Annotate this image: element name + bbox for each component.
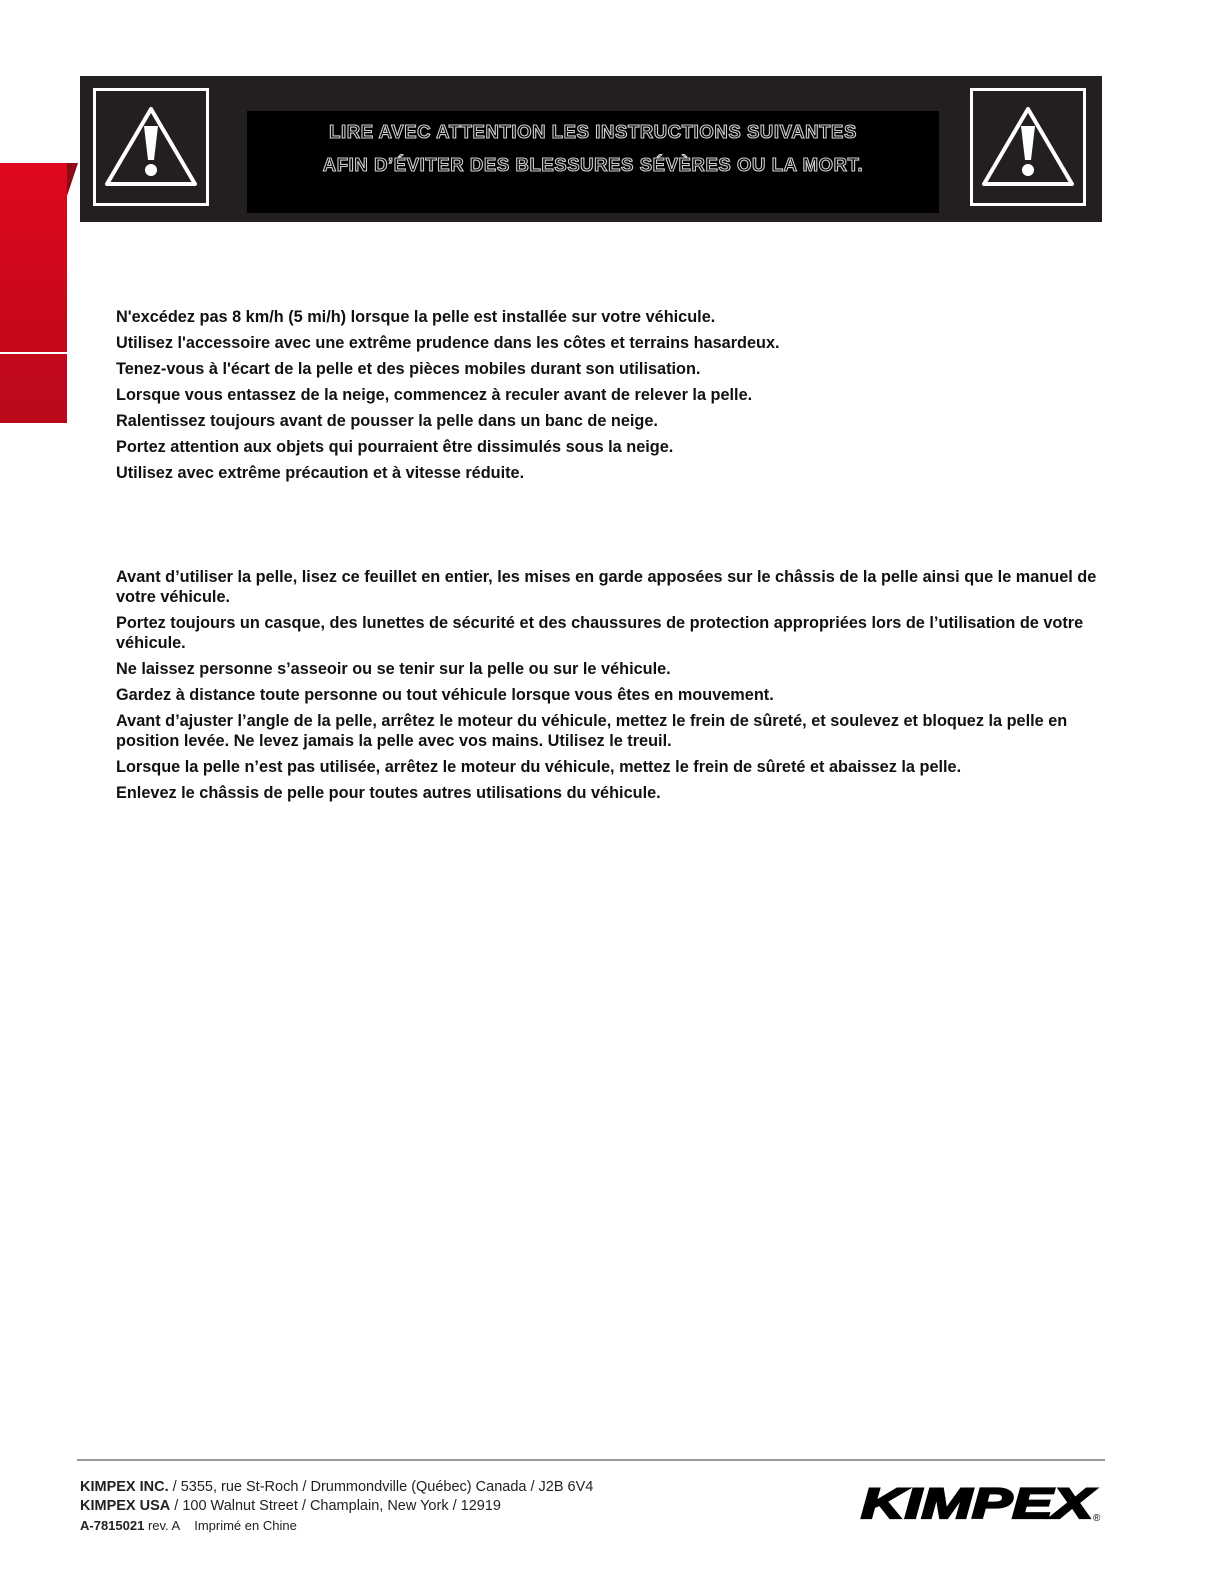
warning-banner: [80, 76, 1102, 222]
printed-in: Imprimé en Chine: [194, 1518, 297, 1533]
kimpex-logo: [857, 1480, 1107, 1522]
banner-text-box: [247, 111, 939, 213]
side-tab: [0, 163, 67, 423]
footer-address-block: [80, 1478, 593, 1535]
footer-divider: [77, 1459, 1105, 1461]
logo-registered-mark: ®: [1093, 1513, 1101, 1522]
general-warnings-list: [116, 567, 1116, 809]
part-number: A-7815021: [80, 1518, 145, 1533]
operating-warnings-list: [116, 304, 1116, 486]
list-item: Portez toujours un casque, des lunettes de sécurité et des chaussures de protection appropriées lors de l’utilisation de votre véhicule.: [116, 614, 1084, 652]
warning-box-right: [970, 88, 1086, 206]
company-name-usa: KIMPEX USA: [80, 1498, 171, 1514]
footer-line-usa: [80, 1497, 593, 1516]
list-item: Lorsque vous entassez de la neige, commencez à reculer avant de relever la pelle.: [116, 386, 753, 404]
list-item: Gardez à distance toute personne ou tout véhicule lorsque vous êtes en mouvement.: [116, 686, 774, 704]
address-usa: / 100 Walnut Street / Champlain, New York / 12919: [170, 1498, 501, 1514]
list-item: N'excédez pas 8 km/h (5 mi/h) lorsque la pelle est installée sur votre véhicule.: [116, 308, 716, 326]
side-tab-divider: [0, 352, 67, 354]
banner-heading-line2: AFIN D’ÉVITER DES BLESSURES SÉVÈRES OU LA MORT.: [322, 154, 864, 175]
list-item: Avant d’utiliser la pelle, lisez ce feuillet en entier, les mises en garde apposées sur le châssis de la pelle ainsi que le manuel de votre véhicule.: [116, 568, 1097, 606]
list-item: Ralentissez toujours avant de pousser la pelle dans un banc de neige.: [116, 412, 658, 430]
list-item: Tenez-vous à l'écart de la pelle et des pièces mobiles durant son utilisation.: [116, 360, 701, 378]
warning-triangle-icon: [980, 104, 1076, 190]
revision: rev. A: [144, 1518, 181, 1533]
list-item: Lorsque la pelle n’est pas utilisée, arrêtez le moteur du véhicule, mettez le frein de sûreté et abaissez la pelle.: [116, 758, 962, 776]
footer-line-part: [80, 1516, 593, 1535]
logo-wordmark: KIMPEX: [861, 1480, 1097, 1522]
company-name-canada: KIMPEX INC.: [80, 1479, 169, 1495]
list-item: Ne laissez personne s’asseoir ou se tenir sur la pelle ou sur le véhicule.: [116, 660, 671, 678]
address-canada: / 5355, rue St-Roch / Drummondville (Québec) Canada / J2B 6V4: [168, 1479, 594, 1495]
side-tab-fold: [67, 163, 78, 196]
list-item: Portez attention aux objets qui pourraient être dissimulés sous la neige.: [116, 438, 674, 456]
list-item: Utilisez l'accessoire avec une extrême prudence dans les côtes et terrains hasardeux.: [116, 334, 780, 352]
footer-line-canada: [80, 1478, 593, 1497]
list-item: Enlevez le châssis de pelle pour toutes autres utilisations du véhicule.: [116, 784, 661, 802]
warning-triangle-icon: [103, 104, 199, 190]
banner-heading-line1: LIRE AVEC ATTENTION LES INSTRUCTIONS SUIVANTES: [329, 121, 857, 142]
warning-box-left: [93, 88, 209, 206]
list-item: Avant d’ajuster l’angle de la pelle, arrêtez le moteur du véhicule, mettez le frein de sûreté, et soulevez et bloquez la pelle en position levée. Ne levez jamais la pelle avec vos mains. Utilisez le treuil.: [116, 712, 1068, 750]
list-item: Utilisez avec extrême précaution et à vitesse réduite.: [116, 464, 525, 482]
